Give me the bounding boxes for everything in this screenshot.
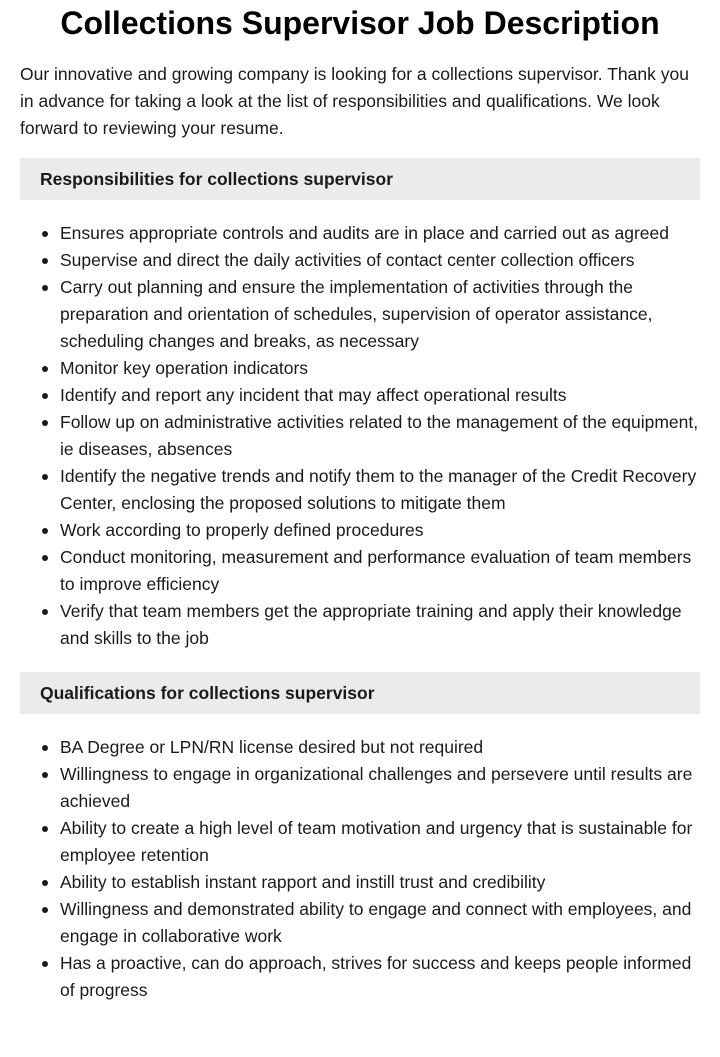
- bullet-icon: [42, 393, 48, 399]
- bullet-icon: [42, 420, 48, 426]
- list-item: [20, 734, 700, 761]
- list-item-text: Supervise and direct the daily activities of contact center collection officers: [60, 250, 635, 270]
- list-item: [20, 220, 700, 247]
- intro-paragraph: Our innovative and growing company is looking for a collections supervisor. Thank you in advance for taking a look at the list of responsibilities and qualifications. We look forward to reviewing your resume.: [20, 64, 689, 138]
- list-item-text: Willingness to engage in organizational challenges and persevere until results are achieved: [60, 764, 693, 811]
- list-item: [20, 274, 700, 355]
- bullet-icon: [42, 285, 48, 291]
- bullet-icon: [42, 528, 48, 534]
- bullet-icon: [42, 907, 48, 913]
- list-item: [20, 247, 700, 274]
- responsibilities-section: [20, 158, 700, 652]
- list-item: [20, 598, 700, 652]
- list-item-text: Ability to create a high level of team motivation and urgency that is sustainable for employee retention: [60, 818, 693, 865]
- list-item: [20, 382, 700, 409]
- list-item: [20, 463, 700, 517]
- responsibilities-heading: Responsibilities for collections supervisor: [20, 158, 700, 200]
- bullet-icon: [42, 826, 48, 832]
- bullet-icon: [42, 609, 48, 615]
- list-item-text: Carry out planning and ensure the implementation of activities through the preparation and orientation of schedules, supervision of operator assistance, scheduling changes and breaks, as necessary: [60, 277, 653, 351]
- list-item: [20, 517, 700, 544]
- responsibilities-list: [20, 220, 700, 652]
- bullet-icon: [42, 745, 48, 751]
- list-item: [20, 896, 700, 950]
- bullet-icon: [42, 258, 48, 264]
- list-item-text: Follow up on administrative activities related to the management of the equipment, ie diseases, absences: [60, 412, 699, 459]
- list-item: [20, 355, 700, 382]
- bullet-icon: [42, 961, 48, 967]
- bullet-icon: [42, 231, 48, 237]
- list-item-text: Ability to establish instant rapport and instill trust and credibility: [60, 872, 546, 892]
- page-title: Collections Supervisor Job Description: [60, 5, 660, 41]
- list-item: [20, 950, 700, 1004]
- qualifications-heading: Qualifications for collections supervisor: [20, 672, 700, 714]
- bullet-icon: [42, 555, 48, 561]
- list-item-text: Identify the negative trends and notify them to the manager of the Credit Recovery Center, enclosing the proposed solutions to mitigate them: [60, 466, 697, 513]
- list-item: [20, 869, 700, 896]
- list-item: [20, 815, 700, 869]
- list-item-text: Work according to properly defined procedures: [60, 520, 424, 540]
- list-item-text: Ensures appropriate controls and audits are in place and carried out as agreed: [60, 223, 669, 243]
- bullet-icon: [42, 366, 48, 372]
- list-item: [20, 409, 700, 463]
- qualifications-section: [20, 672, 700, 1004]
- list-item-text: Conduct monitoring, measurement and performance evaluation of team members to improve efficiency: [60, 547, 692, 594]
- qualifications-list: [20, 734, 700, 1004]
- list-item-text: Verify that team members get the appropriate training and apply their knowledge and skills to the job: [60, 601, 682, 648]
- list-item-text: Monitor key operation indicators: [60, 358, 309, 378]
- list-item: [20, 544, 700, 598]
- list-item: [20, 761, 700, 815]
- list-item-text: Identify and report any incident that may affect operational results: [60, 385, 567, 405]
- list-item-text: Willingness and demonstrated ability to engage and connect with employees, and engage in collaborative work: [60, 899, 692, 946]
- bullet-icon: [42, 880, 48, 886]
- list-item-text: Has a proactive, can do approach, strives for success and keeps people informed of progress: [60, 953, 692, 1000]
- list-item-text: BA Degree or LPN/RN license desired but not required: [60, 737, 484, 757]
- bullet-icon: [42, 772, 48, 778]
- bullet-icon: [42, 474, 48, 480]
